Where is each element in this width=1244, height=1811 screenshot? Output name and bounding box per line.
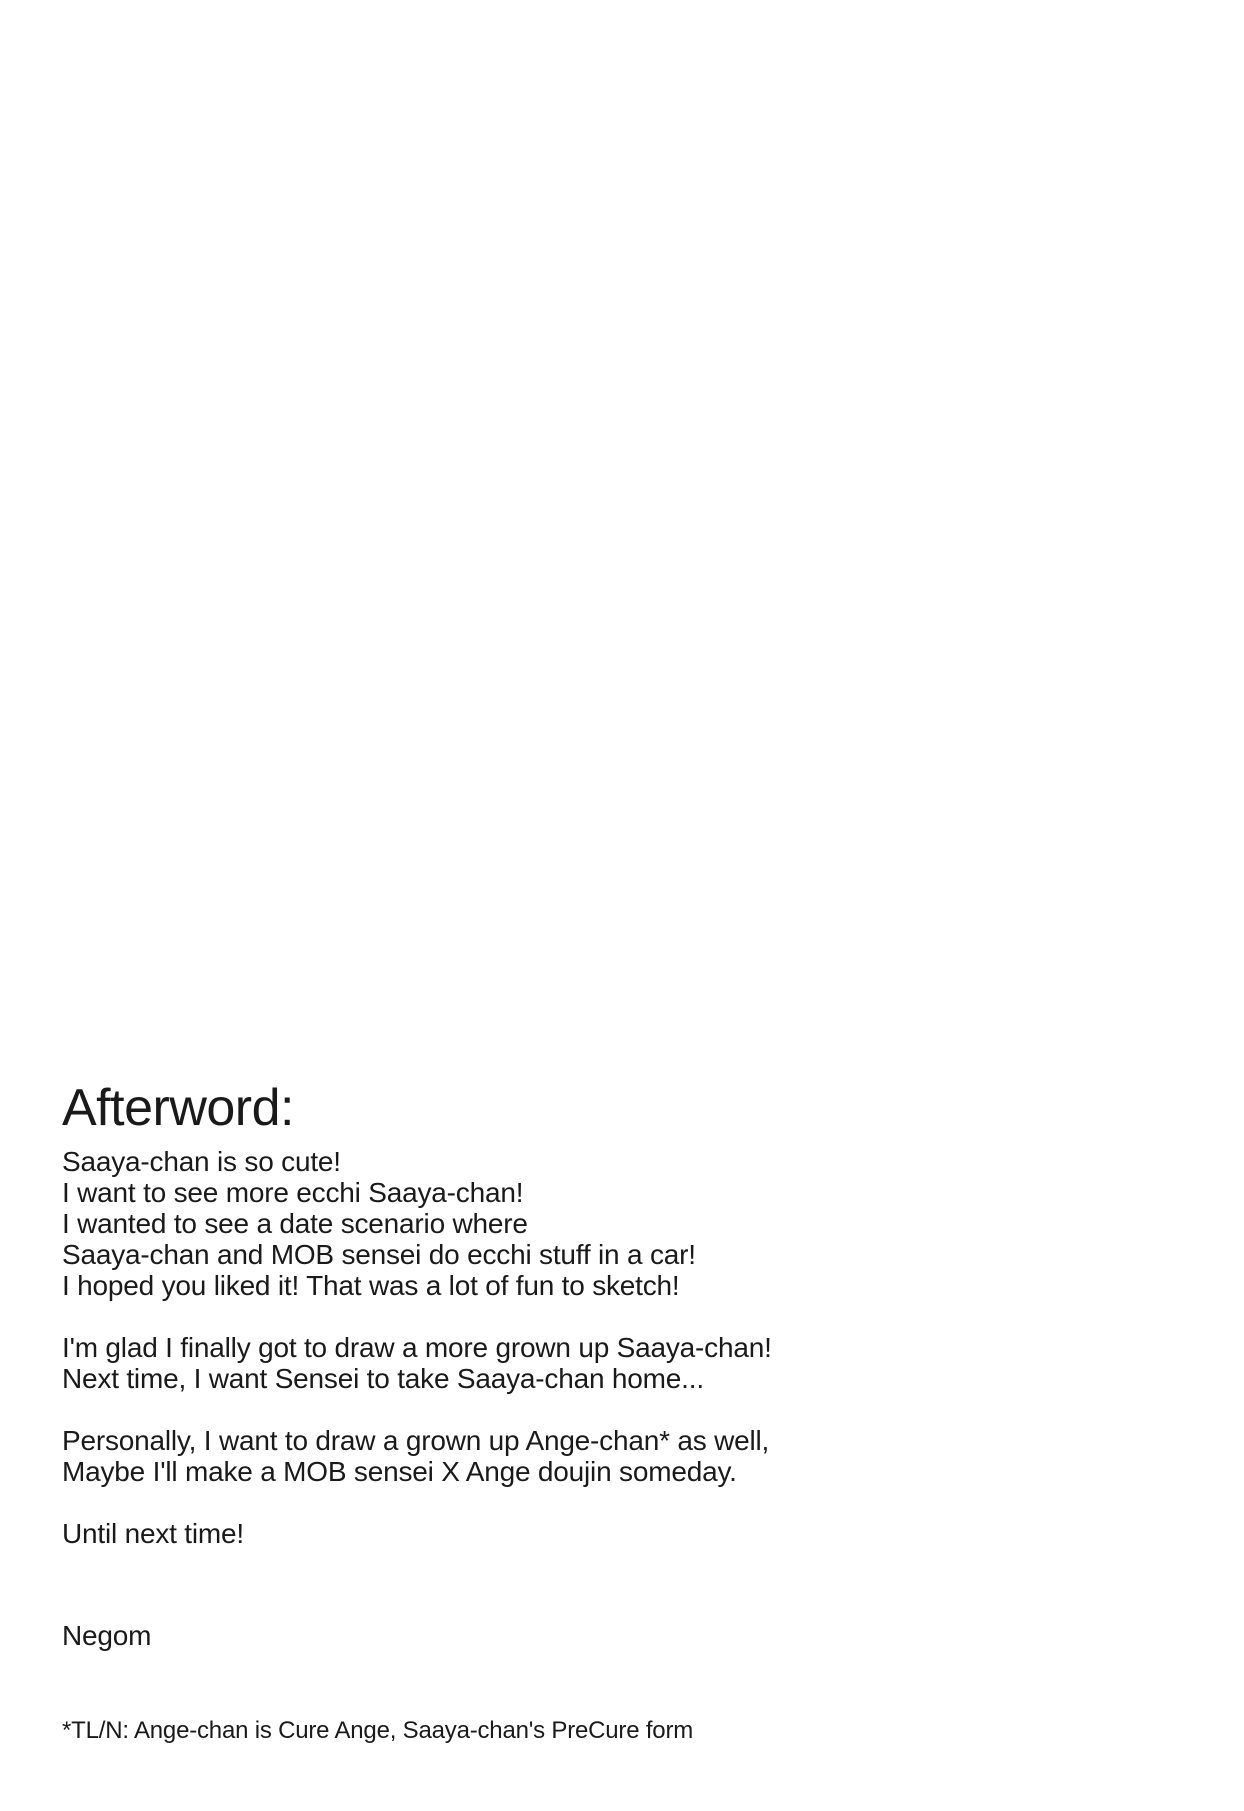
text-line: Saaya-chan and MOB sensei do ecchi stuff in a car!	[62, 1239, 696, 1270]
afterword-content	[62, 1078, 772, 1745]
text-line: I'm glad I finally got to draw a more grown up Saaya-chan!	[62, 1332, 772, 1363]
text-line: Next time, I want Sensei to take Saaya-chan home...	[62, 1363, 704, 1394]
page-title: Afterword:	[62, 1079, 294, 1137]
paragraph-closing	[62, 1518, 772, 1549]
paragraph-2	[62, 1332, 772, 1394]
text-line: I hoped you liked it! That was a lot of fun to sketch!	[62, 1270, 680, 1301]
text-line: I want to see more ecchi Saaya-chan!	[62, 1177, 524, 1208]
paragraph-3	[62, 1425, 772, 1487]
signature: Negom	[62, 1620, 152, 1651]
text-line: Maybe I'll make a MOB sensei X Ange doujin someday.	[62, 1456, 737, 1487]
text-line: I wanted to see a date scenario where	[62, 1208, 528, 1239]
text-line: Saaya-chan is so cute!	[62, 1146, 341, 1177]
translator-footnote: *TL/N: Ange-chan is Cure Ange, Saaya-chan's PreCure form	[62, 1717, 694, 1744]
text-line: Personally, I want to draw a grown up Ange-chan* as well,	[62, 1425, 770, 1456]
text-line: Until next time!	[62, 1518, 244, 1549]
paragraph-1	[62, 1146, 772, 1301]
